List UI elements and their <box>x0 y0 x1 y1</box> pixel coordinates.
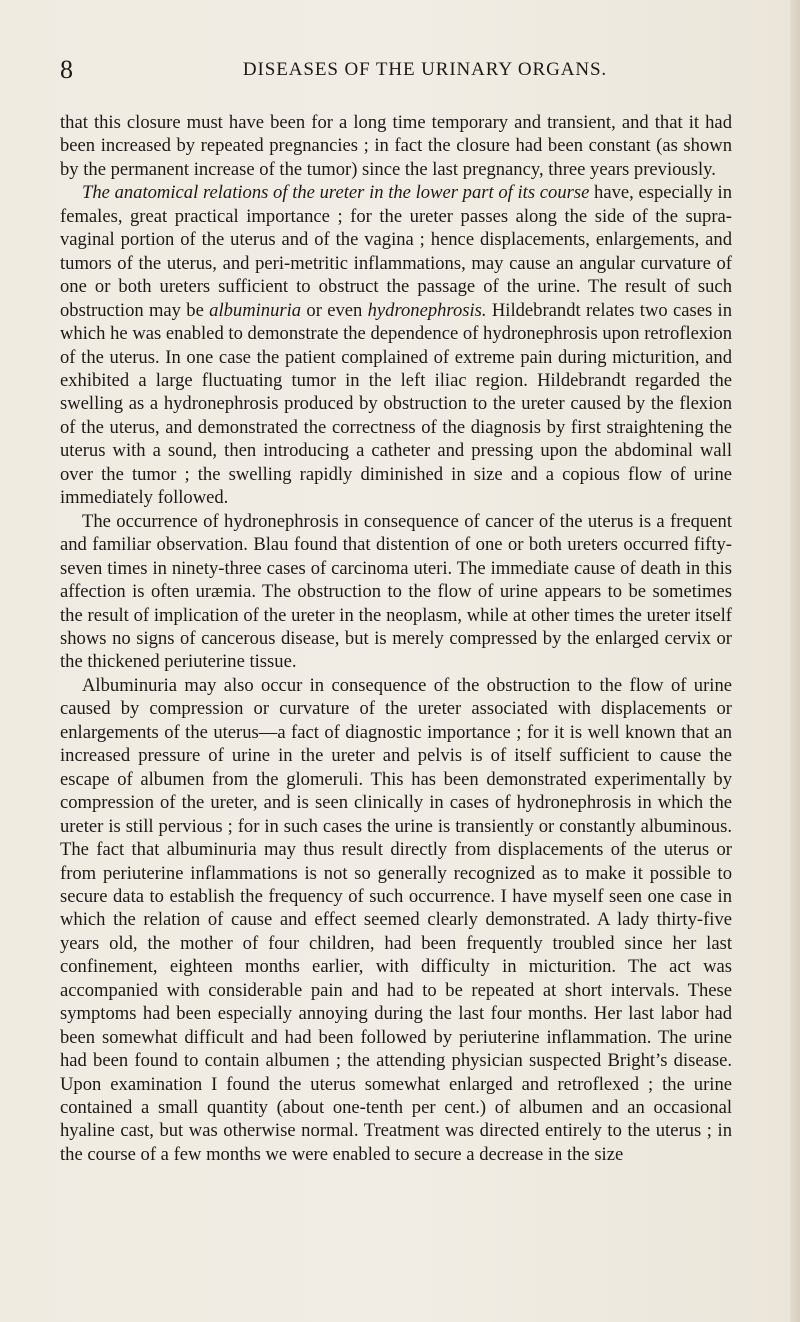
paragraph <box>60 674 732 1167</box>
text-run: have, especially in females, great practical importance ; for the ureter passes along the side of the supra-vaginal portion of the uterus and of the vagina ; hence displacements, enlargements, and tumors of the uterus, and peri-metritic inflammations, may cause an angular curvature of one or both ureters sufficient to obstruct the passage of the urine. The result of such obstruction may be <box>60 182 732 321</box>
italic-text-run: albuminuria <box>209 299 302 321</box>
italic-text-run: The anatomical relations of the ureter in the lower part of its course <box>82 182 590 204</box>
text-run: or even <box>301 299 368 321</box>
text-run: that this closure must have been for a long time temporary and transient, and that it had been increased by repeated pregnancies ; in fact the closure had been constant (as shown by the permanent increase of the tumor) since the last pregnancy, three years previously. <box>60 112 732 180</box>
page-header <box>60 54 720 86</box>
paragraph <box>60 510 732 674</box>
page-edge-shadow <box>790 0 800 1322</box>
text-run: Albuminuria may also occur in consequence of the obstruction to the flow of urine caused by compression or curvature of the ureter associated with displacements or enlargements of the uterus—a fact of diagnostic importance ; for it is well known that an increased pressure of urine in the ureter and pelvis is of itself sufficient to cause the escape of albumen from the glomeruli. This has been demonstrated experimentally by compression of the ureter, and is seen clinically in cases of hydronephrosis in which the ureter is still pervious ; for in such cases the urine is transiently or constantly albuminous. The fact that albuminuria may thus result directly from displacements of the uterus or from periuterine inflammations is not so generally recognized as to make it possible to secure data to establish the frequency of such occurrence. I have myself seen one case in which the relation of cause and effect seemed clearly demonstrated. A lady thirty-five years old, the mother of four children, had been frequently troubled since her last confinement, eighteen months earlier, with difficulty in micturition. The act was accompanied with considerable pain and had to be repeated at short intervals. These symptoms had been especially annoying during the last four months. Her last labor had been somewhat difficult and had been followed by periuterine inflammation. The urine had been found to contain albumen ; the attending physician suspected Bright’s disease. Upon examination I found the uterus somewhat enlarged and retroflexed ; the urine contained a small quantity (about one-tenth per cent.) of albumen and an occasional hyaline cast, but was otherwise normal. Treatment was directed entirely to the uterus ; in the course of a few months we were enabled to secure a decrease in the size <box>60 674 732 1165</box>
text-run: The occurrence of hydronephrosis in consequence of cancer of the uterus is a frequent and familiar observation. Blau found that distention of one or both ureters occurred fifty-seven times in ninety-three cases of carcinoma uteri. The immediate cause of death in this affection is often uræmia. The obstruction to the flow of urine appears to be sometimes the result of implication of the ureter in the neoplasm, while at other times the ureter itself shows no signs of cancerous disease, but is merely compressed by the enlarged cervix or the thickened periuterine tissue. <box>60 510 732 673</box>
paragraph <box>60 181 732 509</box>
text-run: Hildebrandt relates two cases in which he was enabled to demonstrate the dependence of hydronephrosis upon retroflexion of the uterus. In one case the patient complained of extreme pain during micturition, and exhibited a large fluctuating tumor in the left iliac region. Hildebrandt regarded the swelling as a hydronephrosis produced by obstruction to the ureter caused by the flexion of the uterus, and demonstrated the correctness of the diagnosis by first straightening the uterus with a sound, then introducing a catheter and pressing upon the abdominal wall over the tumor ; the swelling rapidly diminished in size and a copious flow of urine immediately followed. <box>60 299 732 509</box>
paragraph <box>60 111 732 181</box>
italic-text-run: hydronephrosis. <box>367 299 487 321</box>
running-head: DISEASES OF THE URINARY ORGANS. <box>242 59 608 80</box>
body-text <box>60 111 732 1166</box>
page-number: 8 <box>60 55 73 84</box>
